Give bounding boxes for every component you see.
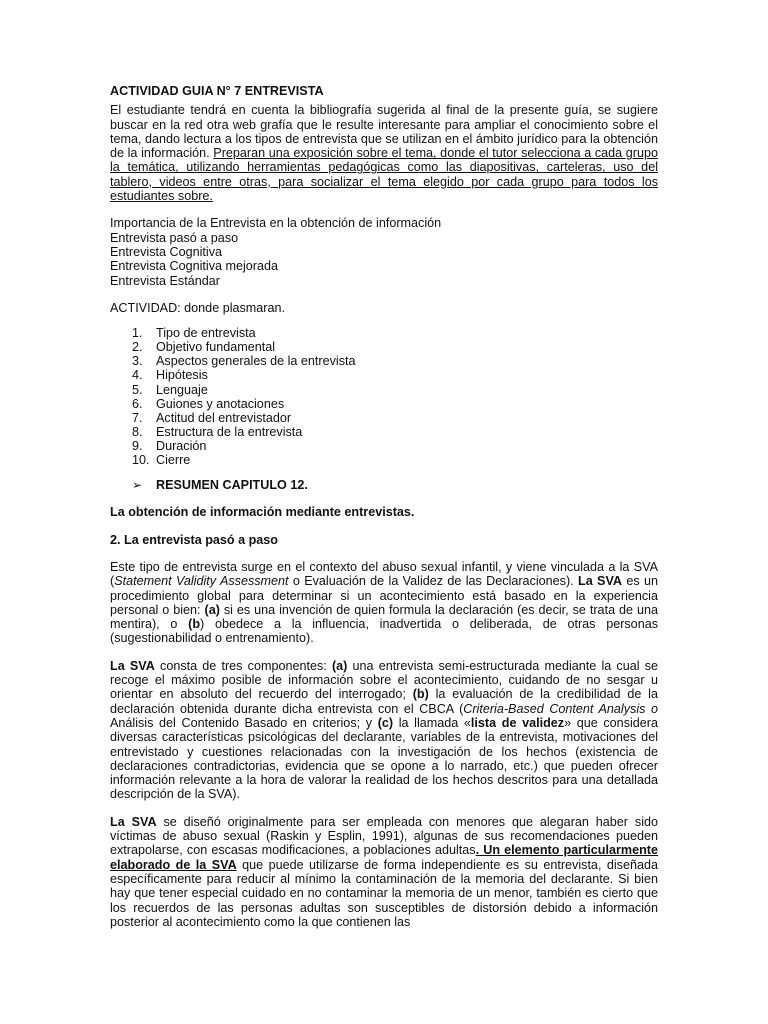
list-number: 4. xyxy=(132,368,143,383)
list-number: 1. xyxy=(132,326,143,341)
activity-list xyxy=(110,326,658,467)
list-item xyxy=(110,368,658,382)
topic-item: Entrevista Cognitiva xyxy=(110,244,222,259)
list-number: 8. xyxy=(132,424,143,439)
bold-underlined-run: . Un elemento particularmente elaborado de la SVA xyxy=(110,843,658,872)
list-item xyxy=(110,425,658,439)
bold-run: (a) xyxy=(331,658,348,673)
list-item xyxy=(110,439,658,453)
list-text: Guiones y anotaciones xyxy=(156,396,285,411)
bold-run: lista de validez xyxy=(470,715,565,730)
list-text: Objetivo fundamental xyxy=(156,340,276,355)
list-text: Duración xyxy=(156,438,207,453)
list-item xyxy=(110,411,658,425)
document-page xyxy=(110,84,658,942)
list-number: 9. xyxy=(132,438,143,453)
list-item xyxy=(110,453,658,467)
text-run: » que considera diversas características psicológicas del declarante, variables de la entrevista, motivaciones del entrevistado y cuestiones relacionadas con la investigación de los hechos (existencia de declaraciones contradictorias, evidencia que se opone a lo narrado, etc.) que pueden ofrecer información relevante a la hora de valorar la realidad de los hechos descritos para una detallada descripción de la SVA). xyxy=(110,715,658,802)
list-item xyxy=(110,397,658,411)
topic-item: Entrevista pasó a paso xyxy=(110,230,239,245)
text-run: es un procedimiento global para determinar si un acontecimiento está basado en la experiencia personal o bien: xyxy=(110,574,659,617)
bold-run: La SVA xyxy=(110,658,155,673)
topics-list xyxy=(110,216,658,287)
bold-run: (b) xyxy=(412,687,429,702)
topic-item: Importancia de la Entrevista en la obtención de información xyxy=(110,216,442,231)
text-run: una entrevista semi-estructurada mediante la cual se recoge el máximo posible de información sobre el acontecimiento, cuidando de no sesgar u orientar en absoluto del recuerdo del interrogado; xyxy=(110,658,659,702)
bold-run: (a) xyxy=(204,602,220,617)
text-run: ) obedece a la influencia, inadvertida o deliberada, de otras personas (sugestionabilidad o entrenamiento). xyxy=(110,617,658,646)
list-text: Tipo de entrevista xyxy=(156,326,256,341)
summary-text: RESUMEN CAPITULO 12. xyxy=(156,478,308,493)
intro-underlined-text: Preparan una exposición sobre el tema, donde el tutor selecciona a cada grupo la temática, utilizando herramientas pedagógicas como las diapositivas, carteleras, uso del tablero, videos entre otras, para socializar el tema elegido por cada grupo para todos los estudiantes sobre. xyxy=(110,146,659,204)
list-item xyxy=(110,326,658,340)
text-run: consta de tres componentes: xyxy=(154,658,332,673)
bold-run: (c) xyxy=(377,715,394,730)
topic-item: Entrevista Estándar xyxy=(110,273,220,288)
bold-run: La SVA xyxy=(110,814,157,829)
italic-run: Statement Validity Assessment xyxy=(114,574,289,589)
body-paragraph-3 xyxy=(110,815,658,929)
list-number: 3. xyxy=(132,354,143,369)
activity-label: ACTIVIDAD: donde plasmaran. xyxy=(110,300,285,315)
body-paragraph-1 xyxy=(110,560,658,646)
section-heading: La obtención de información mediante entrevistas. xyxy=(110,505,415,520)
list-number: 7. xyxy=(132,410,143,425)
arrow-bullet-icon: ➢ xyxy=(132,478,143,493)
bold-run: (b xyxy=(188,617,201,632)
list-text: Lenguaje xyxy=(156,382,208,397)
list-text: Aspectos generales de la entrevista xyxy=(156,354,356,369)
italic-run: Criteria-Based Content Analysis o xyxy=(463,701,658,716)
list-item xyxy=(110,354,658,368)
list-text: Estructura de la entrevista xyxy=(156,424,303,439)
text-run: Este tipo de entrevista surge en el contexto del abuso sexual infantil, y viene vinculada a la SVA ( xyxy=(110,559,658,589)
list-number: 10. xyxy=(132,453,150,467)
list-item xyxy=(110,340,658,354)
list-number: 2. xyxy=(132,340,143,355)
text-run: la evaluación de la credibilidad de la declaración obtenida durante dicha entrevista con el CBCA ( xyxy=(110,687,658,716)
text-run: o Evaluación de la Validez de las Declaraciones). xyxy=(288,574,579,589)
list-text: Actitud del entrevistador xyxy=(156,410,292,425)
list-number: 5. xyxy=(132,382,143,397)
text-run: que puede utilizarse de forma independiente es su entrevista, diseñada específicamente para reducir al mínimo la contaminación de la memoria del declarante. Si bien hay que tener especial cuidado en no contaminar la memoria de un menor, también es cierto que los recuerdos de las personas adultas son susceptibles de distorsión debido a información posterior al acontecimiento como la que contienen las xyxy=(110,857,659,929)
bold-run: La SVA xyxy=(578,574,623,589)
text-run: si es una invención de quien formula la declaración (es decir, se trata de una mentira), o xyxy=(110,602,658,632)
list-item xyxy=(110,383,658,397)
text-run: se diseñó originalmente para ser empleada con menores que alegaran haber sido víctimas de abuso sexual (Raskin y Esplin, 1991), algunas de sus recomendaciones pueden extrapolarse, con escasas modificaciones, a poblaciones adultas xyxy=(110,814,658,858)
list-number: 6. xyxy=(132,396,143,411)
summary-heading xyxy=(110,478,658,492)
body-paragraph-2 xyxy=(110,659,658,802)
intro-text: El estudiante tendrá en cuenta la bibliografía sugerida al final de la presente guía, se sugiere buscar en la red otra web grafía que le resulte interesante para ampliar el conocimiento sobre el tema, dando lectura a los tipos de entrevista que se utilizan en el ámbito jurídico para la obtención de la información. xyxy=(110,103,658,161)
text-run: la llamada « xyxy=(393,715,471,730)
intro-paragraph xyxy=(110,103,658,203)
text-run: Análisis del Contenido Basado en criterios; y xyxy=(110,715,378,730)
list-text: Cierre xyxy=(156,453,191,467)
document-title: ACTIVIDAD GUIA N° 7 ENTREVISTA xyxy=(110,84,324,98)
topic-item: Entrevista Cognitiva mejorada xyxy=(110,259,278,274)
list-text: Hipótesis xyxy=(156,368,208,383)
subsection-heading: 2. La entrevista pasó a paso xyxy=(110,532,278,547)
